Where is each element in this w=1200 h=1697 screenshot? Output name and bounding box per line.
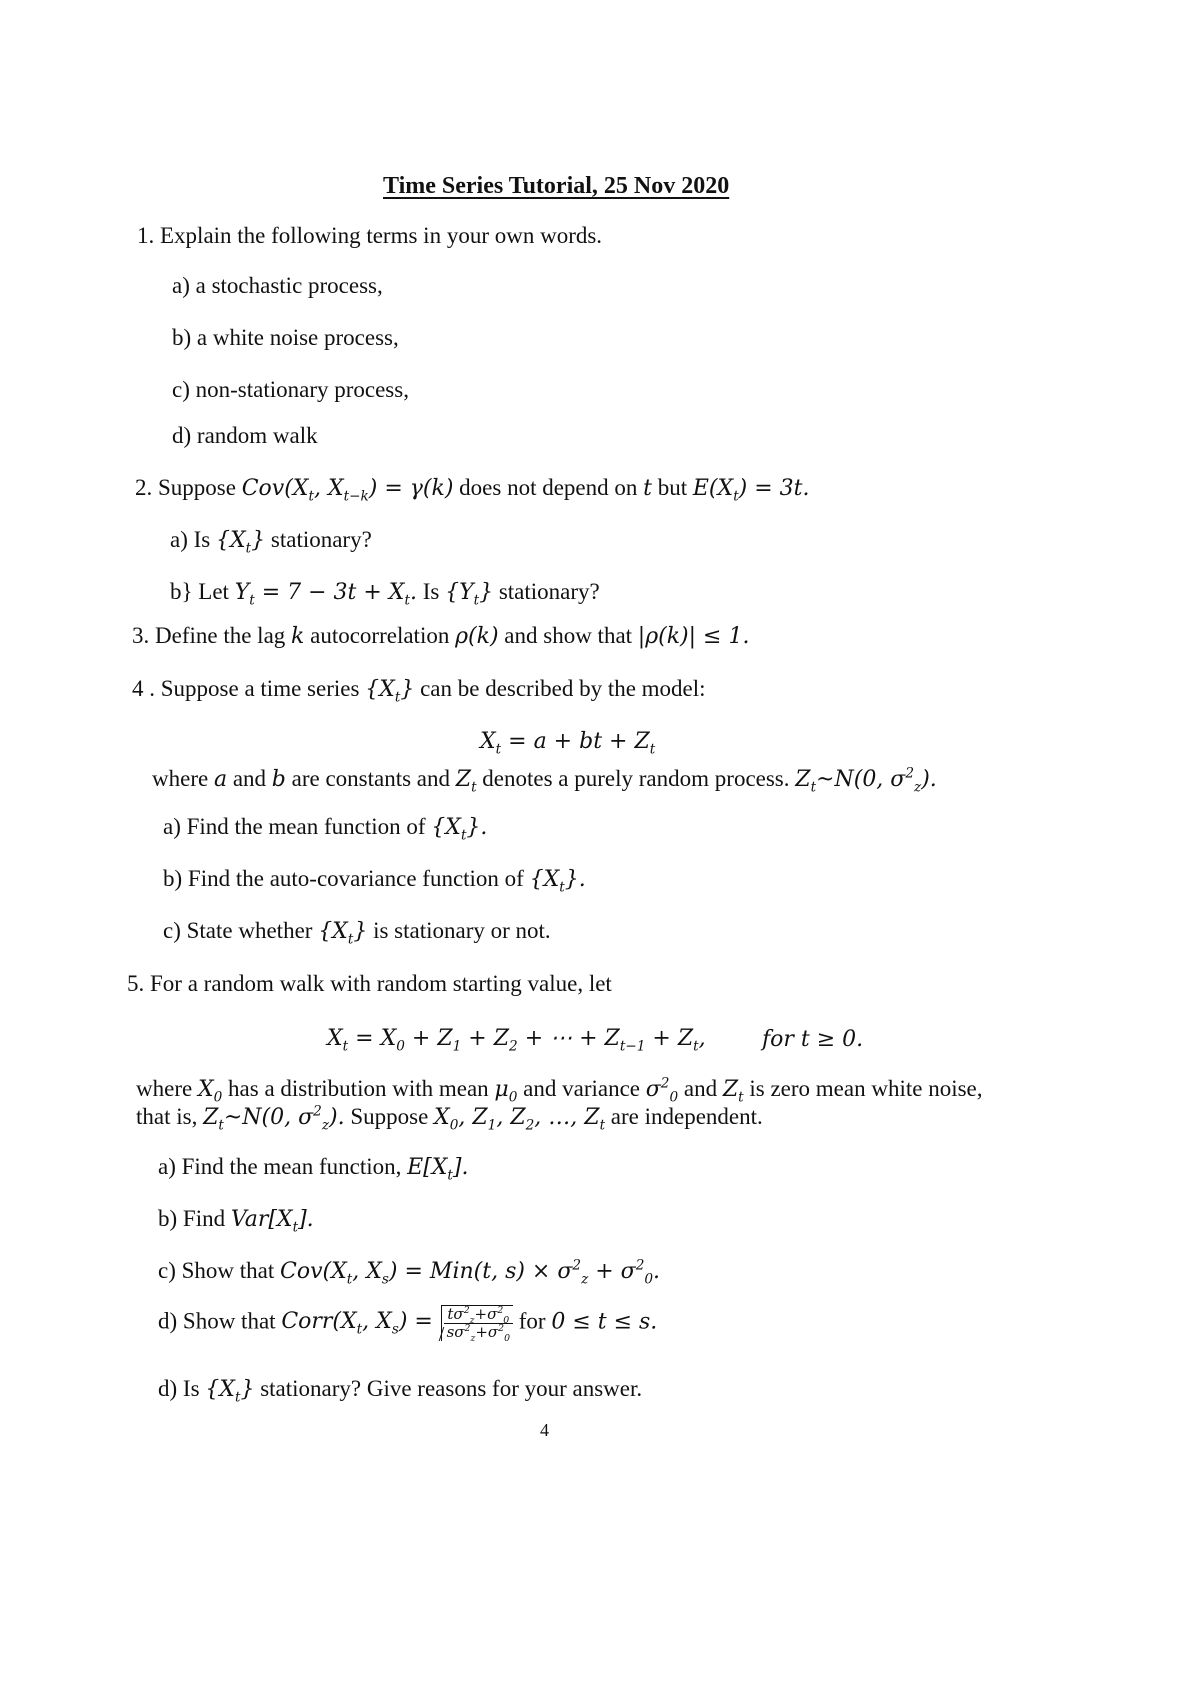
q2-cov-expression: $Cov(X_t$, $X_{t-k}) = \gamma(k)$ — [241, 476, 454, 505]
page-title: Time Series Tutorial, 25 Nov 2020 — [383, 173, 730, 199]
square-root-sign — [441, 1305, 513, 1344]
q4-item-c: c) State whether $\{X_t\}$ is stationary or not. — [163, 918, 551, 948]
q5-where-line: where $X_0$ has a distribution with mean $\mu_0$ and variance $\sigma^2_0$ and $Z_t$ is zero mean white noise, — [136, 1075, 983, 1106]
q4-model-equation: $X_t = a$ + bt + $Z_t$ — [480, 729, 656, 758]
q1-item-d: d) random walk — [172, 423, 318, 448]
q4-where-line: where a and b are constants and $Z_t$ denotes a purely random process. $Z_t\sim N(0$, $\sigma^2_z$). — [152, 765, 937, 796]
q5-model-condition: for t ≥ 0. — [762, 1027, 864, 1052]
q5-item-c: c) Show that $Cov(X_t$, $X_s) = Min(t$, $s) \times \sigma^2_z + \sigma^2_0$. — [158, 1257, 661, 1288]
q5-stem: 5. For a random walk with random starting value, let — [127, 971, 612, 996]
q1-item-a: a) a stochastic process, — [172, 273, 383, 298]
q1-item-c: c) non-stationary process, — [172, 377, 409, 402]
q1-stem: 1. Explain the following terms in your own words. — [137, 223, 603, 248]
page-number: 4 — [540, 1420, 549, 1440]
q2-stem: 2. Suppose $Cov(X_t$, $X_{t-k}) = \gamma(k)$ does not depend on t but $E(X_t) = 3t$. — [135, 475, 810, 505]
q4-item-a: a) Find the mean function of $\{X_t\}$. — [163, 814, 488, 844]
q5-item-b: b) Find $Var[X_t]$. — [158, 1206, 314, 1236]
q5-model-equation: $X_t = X_0 + Z_1 + Z_2$ + ⋯ + $Z_{t-1} + Z_t$, — [327, 1026, 706, 1055]
q2-item-a: a) Is $\{X_t\}$ stationary? — [170, 527, 372, 557]
q4-item-b: b) Find the auto-covariance function of $\{X_t\}$. — [163, 866, 586, 896]
q4-stem: 4 . Suppose a time series $\{X_t\}$ can be described by the model: — [132, 676, 706, 706]
q5-that-line: that is, $Z_t\sim N(0$, $\sigma^2_z$). Suppose $X_0$, $Z_1$, $Z_2$, …, $Z_t$ are independent. — [136, 1103, 763, 1134]
q5-item-a: a) Find the mean function, $E[X_t]$. — [158, 1154, 469, 1184]
q3-stem: 3. Define the lag k autocorrelation ρ(k) and show that |ρ(k)| ≤ 1. — [132, 623, 750, 649]
q5-item-e: d) Is $\{X_t\}$ stationary? Give reasons for your answer. — [158, 1376, 643, 1406]
correlation-fraction: $\frac{t\sigma^2_z+\sigma^2_0}{s\sigma^2_z+\sigma^2_0}$ — [444, 1306, 513, 1341]
q2-item-b: b} Let $Y_t = 7 - 3t + X_t$. Is $\{Y_t\}$ stationary? — [170, 579, 600, 609]
q5-item-d: d) Show that $Corr(X_t$, $X_s$) = $\frac{t\sigma^2_z+\sigma^2_0}{s\sigma^2_z+\sigma^2_0}$ for 0 ≤ t ≤ s. — [158, 1305, 658, 1344]
q1-item-b: b) a white noise process, — [172, 325, 399, 350]
q2-mean-expression: $E(X_t) = 3t$. — [692, 476, 810, 505]
